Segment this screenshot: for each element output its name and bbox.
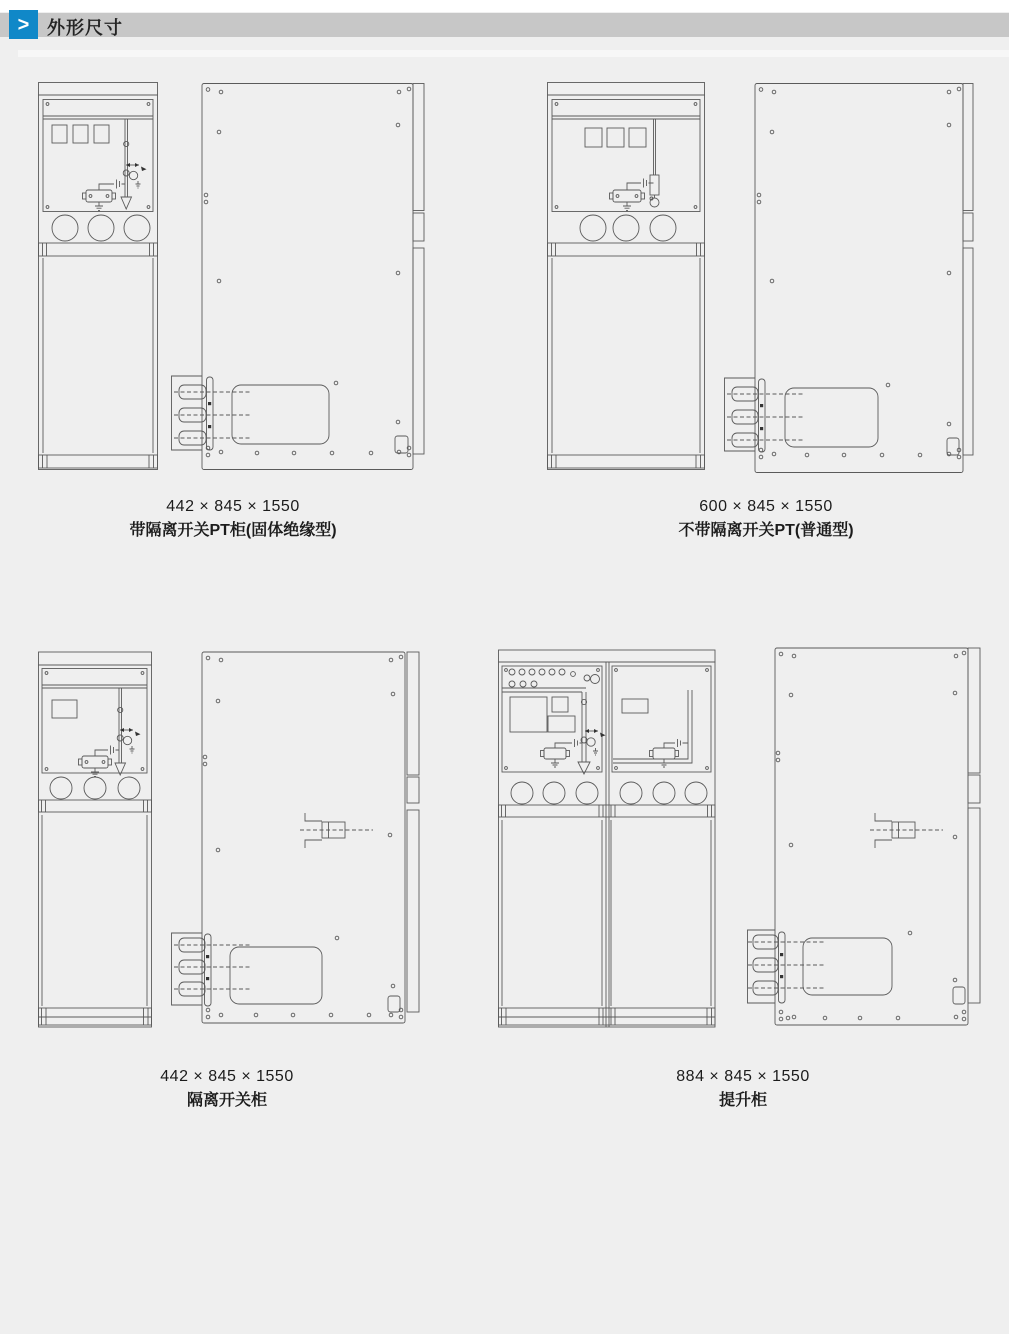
section-title: 外形尺寸 <box>47 18 123 38</box>
fig3-front-and-side-view <box>38 645 430 1030</box>
figure-4-drawing <box>498 645 990 1030</box>
figure-2-drawing <box>547 80 983 480</box>
figure-1-dimensions: 442 × 845 × 1550 <box>166 498 300 515</box>
figure-1-caption <box>83 498 383 540</box>
figure-3-drawing <box>38 645 430 1030</box>
fig2-front-and-side-view <box>547 80 983 480</box>
section-header-bar <box>0 13 1009 37</box>
figure-2-caption <box>616 498 916 540</box>
figure-2-dimensions: 600 × 845 × 1550 <box>699 498 833 515</box>
fig1-front-and-side-view <box>38 80 430 480</box>
figure-4-caption <box>593 1068 893 1110</box>
figure-2-label: 不带隔离开关PT(普通型) <box>678 522 854 539</box>
figure-1-label: 带隔离开关PT柜(固体绝缘型) <box>129 522 337 539</box>
figure-3-label: 隔离开关柜 <box>186 1092 267 1109</box>
figure-4-dimensions: 884 × 845 × 1550 <box>676 1068 810 1085</box>
bottom-margin <box>0 1334 1009 1343</box>
chevron-icon: > <box>9 10 38 39</box>
figure-4-label: 提升柜 <box>718 1092 767 1109</box>
fig4-front-and-side-view <box>498 645 990 1030</box>
header-underline-stripe <box>18 50 1009 57</box>
figure-1-drawing <box>38 80 430 480</box>
top-margin <box>0 0 1009 12</box>
figure-3-dimensions: 442 × 845 × 1550 <box>160 1068 294 1085</box>
figure-3-caption <box>77 1068 377 1110</box>
